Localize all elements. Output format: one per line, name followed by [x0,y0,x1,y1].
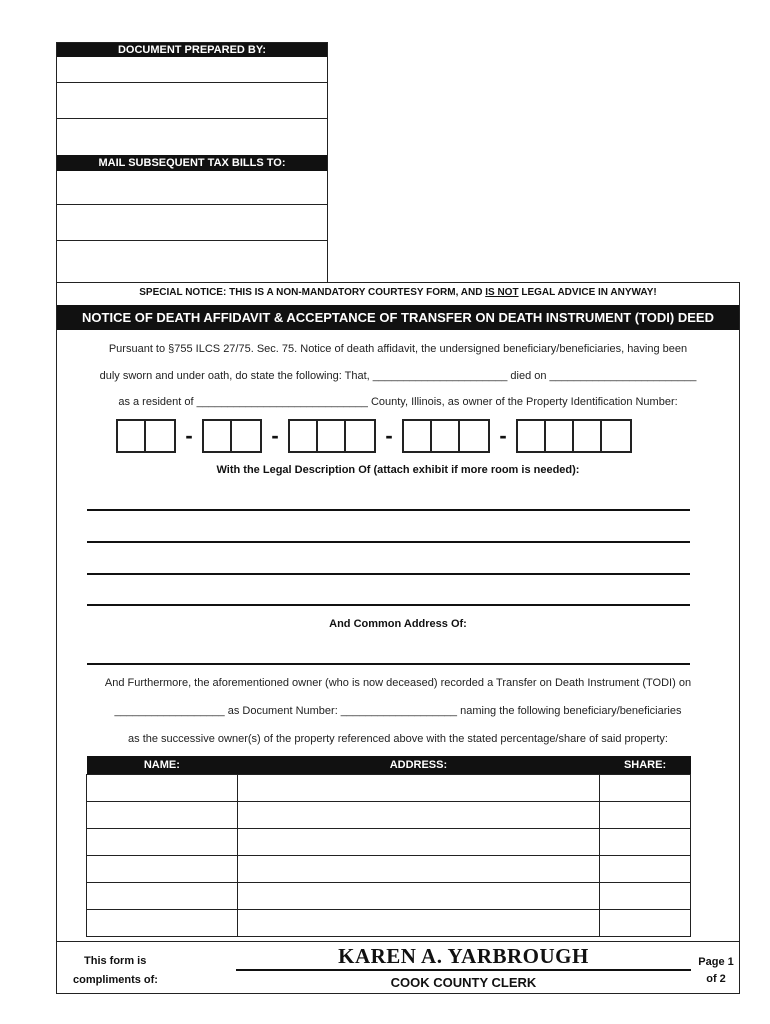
pin-digit[interactable] [574,421,602,451]
legal-description-line-1[interactable] [87,509,690,511]
name-cell[interactable] [87,802,238,829]
pin-group-2 [202,419,262,453]
form-title: NOTICE OF DEATH AFFIDAVIT & ACCEPTANCE OF TRANSFER ON DEATH INSTRUMENT (TODI) DEED [57,305,739,330]
table-row [87,775,691,802]
pin-separator: - [499,423,507,448]
name-cell[interactable] [87,829,238,856]
pin-digit[interactable] [346,421,374,451]
pin-separator: - [271,423,279,448]
legal-description-label: With the Legal Description Of (attach exhibit if more room is needed): [216,464,580,476]
pin-digit[interactable] [432,421,460,451]
share-cell[interactable] [600,910,691,937]
signature-line [236,969,691,971]
pin-digit[interactable] [404,421,432,451]
beneficiary-table-header [87,756,691,775]
footer-divider [56,941,740,942]
pin-digit[interactable] [518,421,546,451]
pin-digit[interactable] [290,421,318,451]
beneficiary-table [86,756,691,937]
legal-description-line-2[interactable] [87,541,690,543]
successive-owners-line: as the successive owner(s) of the property referenced above with the stated percentage/share of said property: [128,733,668,745]
address-cell[interactable] [237,802,599,829]
address-column-header: ADDRESS: [237,756,599,775]
page-number-line-1: Page 1 [698,956,734,968]
mail-tax-header: MAIL SUBSEQUENT TAX BILLS TO: [57,155,327,171]
compliments-line-2: compliments of: [73,974,158,986]
pin-group-5 [516,419,632,453]
prepared-by-line-1[interactable] [57,57,327,83]
pin-group-4 [402,419,490,453]
table-row [87,829,691,856]
legal-description-line-3[interactable] [87,573,690,575]
address-cell[interactable] [237,775,599,802]
notice-text-end: LEGAL ADVICE IN ANYWAY! [518,287,657,298]
special-notice [56,287,740,298]
page-number-line-2: of 2 [706,973,726,985]
share-cell[interactable] [600,775,691,802]
mail-tax-line-2[interactable] [57,205,327,241]
preparer-box [56,42,328,282]
address-cell[interactable] [237,883,599,910]
pin-digit[interactable] [118,421,146,451]
share-cell[interactable] [600,802,691,829]
pin-digit[interactable] [546,421,574,451]
name-cell[interactable] [87,910,238,937]
pin-digit[interactable] [146,421,174,451]
prepared-by-line-3[interactable] [57,119,327,155]
common-address-label: And Common Address Of: [329,618,467,630]
mail-tax-line-3[interactable] [57,241,327,281]
pin-digit[interactable] [318,421,346,451]
pin-separator: - [185,423,193,448]
compliments-line-1: This form is [84,955,147,967]
table-row [87,856,691,883]
pin-digit[interactable] [232,421,260,451]
todi-recorded-line: And Furthermore, the aforementioned owner (who is now deceased) recorded a Transfer on Death Instrument (TODI) on [104,677,692,689]
pin-digit[interactable] [460,421,488,451]
legal-description-line-4[interactable] [87,604,690,606]
address-cell[interactable] [237,829,599,856]
clerk-title: COOK COUNTY CLERK [390,975,537,990]
pin-boxes [116,419,632,453]
share-cell[interactable] [600,829,691,856]
notice-text-start: SPECIAL NOTICE: THIS IS A NON-MANDATORY COURTESY FORM, AND [139,287,486,298]
pin-separator: - [385,423,393,448]
common-address-line[interactable] [87,663,690,665]
pin-digit[interactable] [602,421,630,451]
pin-group-1 [116,419,176,453]
statute-line: Pursuant to §755 ILCS 27/75. Sec. 75. Notice of death affidavit, the undersigned beneficiary/beneficiaries, having been [108,343,688,355]
name-column-header: NAME: [87,756,238,775]
pin-digit[interactable] [204,421,232,451]
table-row [87,910,691,937]
county-line[interactable]: as a resident of ____________________________ County, Illinois, as owner of the Property Identification Number: [118,396,678,408]
prepared-by-header: DOCUMENT PREPARED BY: [57,43,327,57]
name-cell[interactable] [87,883,238,910]
pin-group-3 [288,419,376,453]
share-cell[interactable] [600,883,691,910]
address-cell[interactable] [237,856,599,883]
share-column-header: SHARE: [600,756,691,775]
notice-emphasis: IS NOT [485,287,519,298]
share-cell[interactable] [600,856,691,883]
mail-tax-line-1[interactable] [57,171,327,205]
document-number-line[interactable]: __________________ as Document Number: ___________________ naming the following beneficiary/beneficiaries [114,705,682,717]
name-cell[interactable] [87,856,238,883]
clerk-name: KAREN A. YARBROUGH [338,944,589,968]
prepared-by-line-2[interactable] [57,83,327,119]
table-row [87,883,691,910]
table-row [87,802,691,829]
deceased-line[interactable]: duly sworn and under oath, do state the following: That, ______________________ died on ________________________ [99,370,697,382]
name-cell[interactable] [87,775,238,802]
address-cell[interactable] [237,910,599,937]
